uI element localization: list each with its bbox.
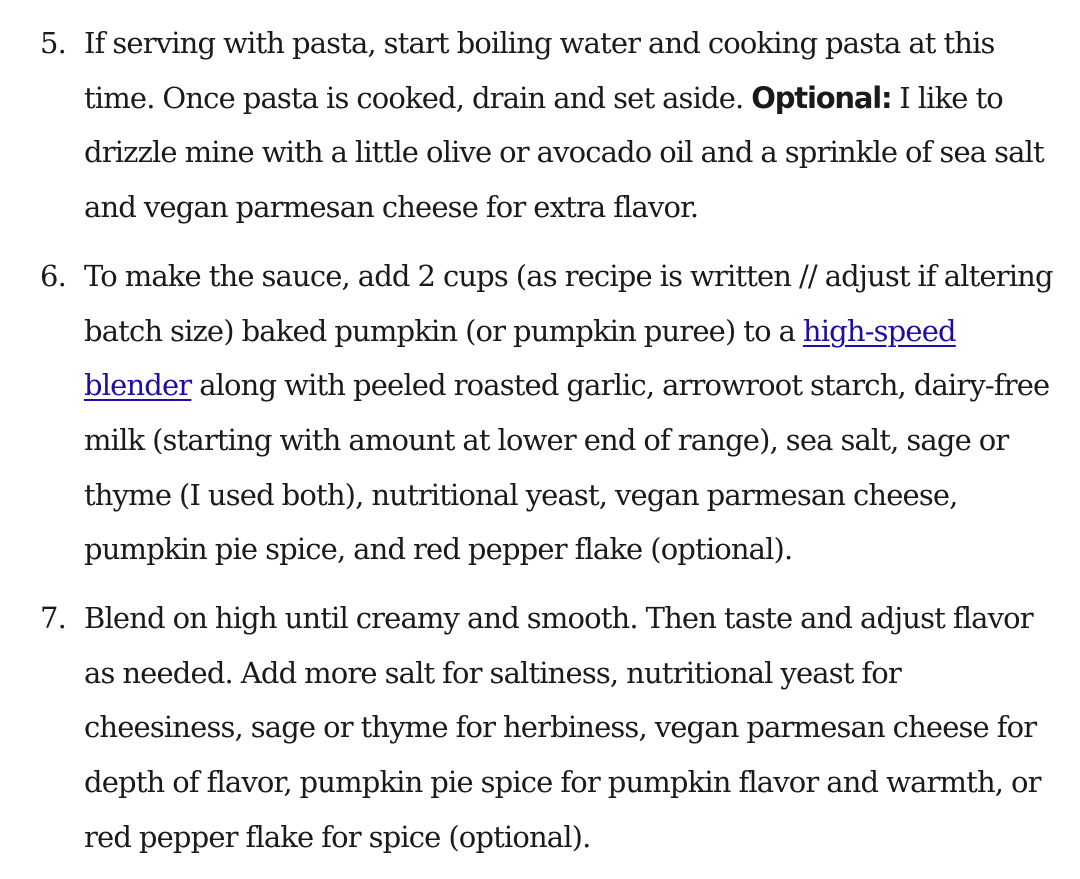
step-number: 6.: [40, 258, 66, 293]
step-text: along with peeled roasted garlic, arrowroot starch, dairy-free milk (starting with amount at lower end of range), sea salt, sage or thyme (I used both), nutritional yeast, vegan parmesan cheese, pumpkin pie spice, and red pepper flake (optional).: [84, 368, 1050, 567]
instruction-step-5: [0, 16, 1080, 235]
step-number: 7.: [40, 601, 66, 636]
instruction-step-6: [0, 249, 1080, 577]
step-text: If serving with pasta, start boiling water and cooking pasta at this time. Once pasta is cooked, drain and set aside.: [84, 26, 995, 115]
recipe-instructions-list: [0, 16, 1080, 879]
step-text: To make the sauce, add 2 cups (as recipe is written // adjust if altering batch size) baked pumpkin (or pumpkin puree) to a: [84, 258, 1053, 348]
high-speed-blender-link[interactable]: high-speed blender: [84, 313, 956, 403]
step-text: I like to drizzle mine with a little olive or avocado oil and a sprinkle of sea salt and vegan parmesan cheese for extra flavor.: [84, 80, 1044, 225]
optional-label: Optional:: [751, 80, 892, 115]
step-text: Blend on high until creamy and smooth. Then taste and adjust flavor as needed. Add more salt for saltiness, nutritional yeast for cheesiness, sage or thyme for herbiness, vegan parmesan cheese for depth of flavor, pumpkin pie spice for pumpkin flavor and warmth, or red pepper flake for spice (optional).: [84, 601, 1041, 854]
instruction-step-7: [0, 591, 1080, 865]
step-number: 5.: [40, 26, 66, 60]
